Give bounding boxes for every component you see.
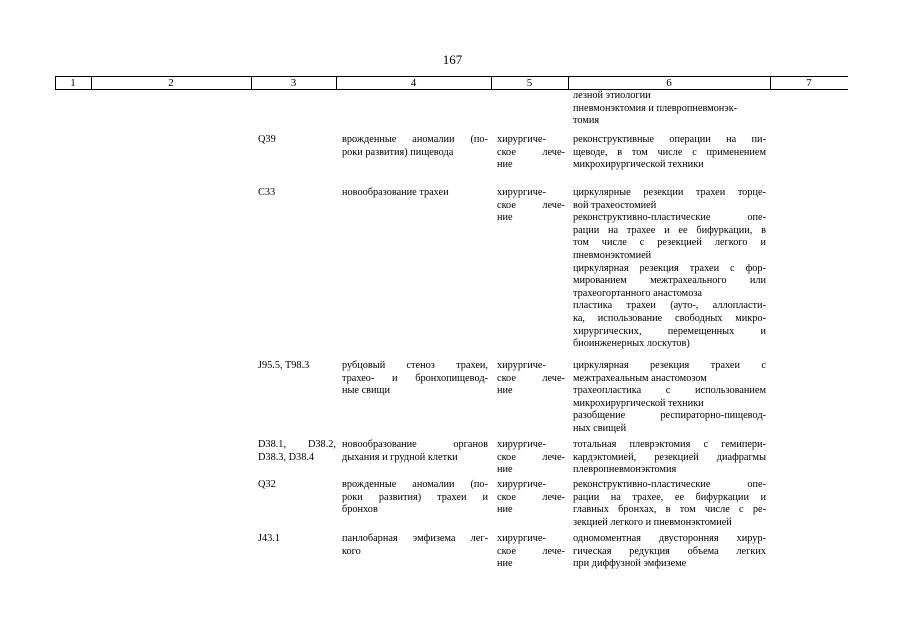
text-line: главных бронхах, в том числе с ре- bbox=[573, 504, 766, 516]
code-cell bbox=[258, 479, 336, 492]
diagnosis-cell bbox=[342, 360, 488, 398]
text-line: хирургиче- bbox=[497, 479, 546, 490]
treatment-cell bbox=[497, 360, 565, 398]
text-line: циркулярная резекция трахеи с bbox=[573, 360, 766, 371]
text-line: разобщение респираторно-пищевод- bbox=[573, 410, 766, 422]
methods-cell bbox=[573, 533, 766, 571]
text-line: гическая редукция объема легких bbox=[573, 545, 766, 557]
column-number: 1 bbox=[70, 77, 76, 89]
methods-cell bbox=[573, 360, 766, 436]
text-line: ные свищи bbox=[342, 385, 390, 397]
text-line: новообразование органов bbox=[342, 439, 488, 450]
text-line: циркулярные резекции трахеи торце- bbox=[573, 187, 766, 198]
methods-cell bbox=[573, 187, 766, 351]
text-line: микрохирургической техники bbox=[573, 159, 704, 171]
diagnosis-cell bbox=[342, 134, 488, 159]
text-line: лезной этиологии bbox=[573, 90, 651, 101]
text-line: циркулярная резекция трахеи с фор- bbox=[573, 262, 766, 274]
column-number: 3 bbox=[290, 77, 297, 89]
text-line: ское лече- bbox=[497, 372, 565, 384]
text-line: кого bbox=[342, 545, 361, 557]
text-line: реконструктивно-пластические опе- bbox=[573, 479, 766, 490]
text-line: плевропневмонэктомия bbox=[573, 464, 677, 476]
code-cell bbox=[258, 360, 336, 373]
text-line: трахеопластика с использованием bbox=[573, 385, 766, 397]
text-line: Q32 bbox=[258, 479, 276, 490]
text-line: реконструктивные операции на пи- bbox=[573, 134, 766, 145]
text-line: хирургиче- bbox=[497, 187, 546, 198]
text-line: хирургиче- bbox=[497, 439, 546, 450]
text-line: ское лече- bbox=[497, 545, 565, 557]
text-line: при диффузной эмфиземе bbox=[573, 558, 687, 570]
column-number: 7 bbox=[806, 77, 812, 89]
text-line: томия bbox=[573, 115, 600, 127]
methods-cell bbox=[573, 134, 766, 172]
diagnosis-cell bbox=[342, 439, 488, 464]
column-number: 2 bbox=[168, 77, 174, 89]
column-number: 4 bbox=[410, 77, 417, 89]
text-line: C33 bbox=[258, 187, 276, 198]
text-line: рубцовый стеноз трахеи, bbox=[342, 360, 488, 371]
column-number: 6 bbox=[666, 77, 672, 89]
text-line: ское лече- bbox=[497, 491, 565, 503]
text-line: Q39 bbox=[258, 134, 276, 145]
text-line: J95.5, T98.3 bbox=[258, 360, 310, 371]
text-line: ние bbox=[497, 504, 513, 516]
text-line: межтрахеальным анастомозом bbox=[573, 372, 707, 384]
text-line: рации на трахее, ее бифуркации и bbox=[573, 491, 766, 503]
text-line: хирургиче- bbox=[497, 533, 546, 544]
continuation-methods bbox=[573, 90, 766, 128]
text-line: одномоментная двусторонняя хирур- bbox=[573, 533, 766, 544]
text-line: хирургиче- bbox=[497, 134, 546, 145]
text-line: вой трахеостомией bbox=[573, 199, 657, 211]
treatment-cell bbox=[497, 187, 565, 225]
text-line: ние bbox=[497, 212, 513, 224]
text-line: трахео- и бронхопищевод- bbox=[342, 372, 488, 384]
text-line: панлобарная эмфизема лег- bbox=[342, 533, 488, 544]
text-line: D38.1, D38.2, bbox=[258, 439, 336, 450]
diagnosis-cell bbox=[342, 187, 488, 200]
text-line: том числе с резекцией легкого и bbox=[573, 237, 766, 249]
treatment-cell bbox=[497, 439, 565, 477]
code-cell bbox=[258, 533, 336, 546]
text-line: ское лече- bbox=[497, 146, 565, 158]
column-number: 5 bbox=[526, 77, 533, 89]
text-line: тотальная плеврэктомия с гемипери- bbox=[573, 439, 766, 450]
code-cell bbox=[258, 134, 336, 147]
diagnosis-cell bbox=[342, 533, 488, 558]
text-line: реконструктивно-пластические опе- bbox=[573, 212, 766, 224]
text-line: ние bbox=[497, 159, 513, 171]
text-line: ние bbox=[497, 385, 513, 397]
code-cell bbox=[258, 439, 336, 464]
treatment-cell bbox=[497, 479, 565, 517]
text-line: врожденные аномалии (по- bbox=[342, 134, 488, 145]
text-line: щеводе, в том числе с применением bbox=[573, 146, 766, 158]
text-line: кардэктомией, резекцией диафрагмы bbox=[573, 451, 766, 463]
text-line: микрохирургической техники bbox=[573, 397, 704, 409]
treatment-cell bbox=[497, 134, 565, 172]
treatment-cell bbox=[497, 533, 565, 571]
text-line: ние bbox=[497, 558, 513, 570]
text-line: пневмонэктомия и плевропневмонэк- bbox=[573, 102, 738, 114]
methods-cell bbox=[573, 479, 766, 529]
code-cell bbox=[258, 187, 336, 200]
text-line: пневмонэктомией bbox=[573, 249, 652, 261]
text-line: ка, использование свободных микро- bbox=[573, 312, 766, 324]
text-line: новообразование трахеи bbox=[342, 187, 449, 198]
text-line: трахеогортанного анастомоза bbox=[573, 287, 702, 299]
text-line: роки развития) пищевода bbox=[342, 146, 454, 158]
text-line: зекцией легкого и пневмонэктомией bbox=[573, 516, 732, 528]
text-line: мированием межтрахеального или bbox=[573, 275, 766, 287]
text-line: биоинженерных лоскутов) bbox=[573, 338, 690, 350]
text-line: пластика трахеи (ауто-, аллопласти- bbox=[573, 300, 766, 312]
text-line: D38.3, D38.4 bbox=[258, 451, 315, 463]
methods-cell bbox=[573, 439, 766, 477]
diagnosis-cell bbox=[342, 479, 488, 517]
text-line: ние bbox=[497, 464, 513, 476]
text-line: ское лече- bbox=[497, 451, 565, 463]
page-number: 167 bbox=[442, 52, 463, 67]
text-line: рации на трахее и ее бифуркации, в bbox=[573, 224, 766, 236]
text-line: хирургических, перемещенных и bbox=[573, 325, 766, 337]
text-line: хирургиче- bbox=[497, 360, 546, 371]
text-line: роки развития) трахеи и bbox=[342, 491, 488, 503]
text-line: ское лече- bbox=[497, 199, 565, 211]
text-line: ных свищей bbox=[573, 422, 627, 434]
text-line: дыхания и грудной клетки bbox=[342, 451, 458, 463]
text-line: врожденные аномалии (по- bbox=[342, 479, 488, 490]
text-line: бронхов bbox=[342, 504, 378, 516]
text-line: J43.1 bbox=[258, 533, 281, 544]
